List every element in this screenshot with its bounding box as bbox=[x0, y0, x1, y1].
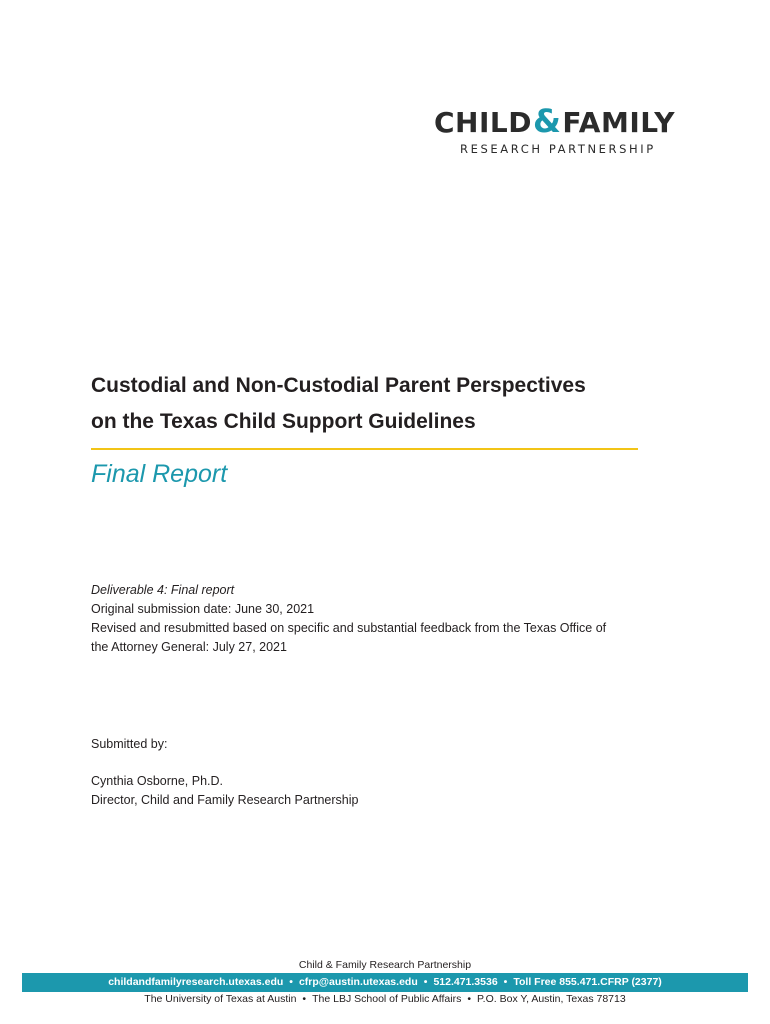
deliverable-label: Deliverable 4: Final report bbox=[91, 583, 235, 597]
bullet-separator: • bbox=[302, 993, 307, 1005]
report-subtitle: Final Report bbox=[91, 460, 228, 488]
logo-wordmark bbox=[434, 104, 675, 140]
footer-email-link[interactable]: cfrp@austin.utexas.edu bbox=[298, 976, 418, 988]
logo-word-family: FAMILY bbox=[562, 106, 676, 139]
author-role: Director, Child and Family Research Partnership bbox=[91, 793, 359, 807]
bullet-separator: • bbox=[467, 993, 472, 1005]
bullet-separator: • bbox=[503, 976, 508, 988]
author-block bbox=[91, 772, 358, 810]
bullet-separator: • bbox=[423, 976, 428, 988]
title-divider bbox=[91, 448, 638, 450]
original-submission-date: Original submission date: June 30, 2021 bbox=[91, 602, 315, 616]
footer-address: P.O. Box Y, Austin, Texas 78713 bbox=[477, 993, 626, 1005]
report-title bbox=[91, 368, 691, 440]
footer-phone: 512.471.3536 bbox=[433, 976, 498, 988]
footer-website-link[interactable]: childandfamilyresearch.utexas.edu bbox=[108, 976, 284, 988]
revision-note-line-2: the Attorney General: July 27, 2021 bbox=[91, 640, 287, 654]
submitted-by-label: Submitted by: bbox=[91, 737, 168, 751]
organization-logo bbox=[430, 104, 702, 160]
footer-contact-bar bbox=[22, 973, 748, 992]
footer-address-line bbox=[0, 992, 770, 1006]
report-title-line-1: Custodial and Non-Custodial Parent Perspectives bbox=[91, 374, 586, 397]
author-name: Cynthia Osborne, Ph.D. bbox=[91, 774, 224, 788]
report-title-line-2: on the Texas Child Support Guidelines bbox=[91, 410, 476, 433]
logo-ampersand: & bbox=[532, 102, 562, 140]
revision-note-line-1: Revised and resubmitted based on specific and substantial feedback from the Texas Office of bbox=[91, 621, 607, 635]
footer-university: The University of Texas at Austin bbox=[144, 993, 297, 1005]
bullet-separator: • bbox=[289, 976, 293, 988]
footer-school: The LBJ School of Public Affairs bbox=[312, 993, 462, 1005]
footer-organization-name: Child & Family Research Partnership bbox=[298, 959, 472, 971]
logo-subtitle: RESEARCH PARTNERSHIP bbox=[460, 142, 656, 156]
logo-word-child: CHILD bbox=[434, 106, 532, 139]
submission-details bbox=[91, 581, 606, 657]
footer-toll-free: Toll Free 855.471.CFRP (2377) bbox=[513, 976, 662, 988]
